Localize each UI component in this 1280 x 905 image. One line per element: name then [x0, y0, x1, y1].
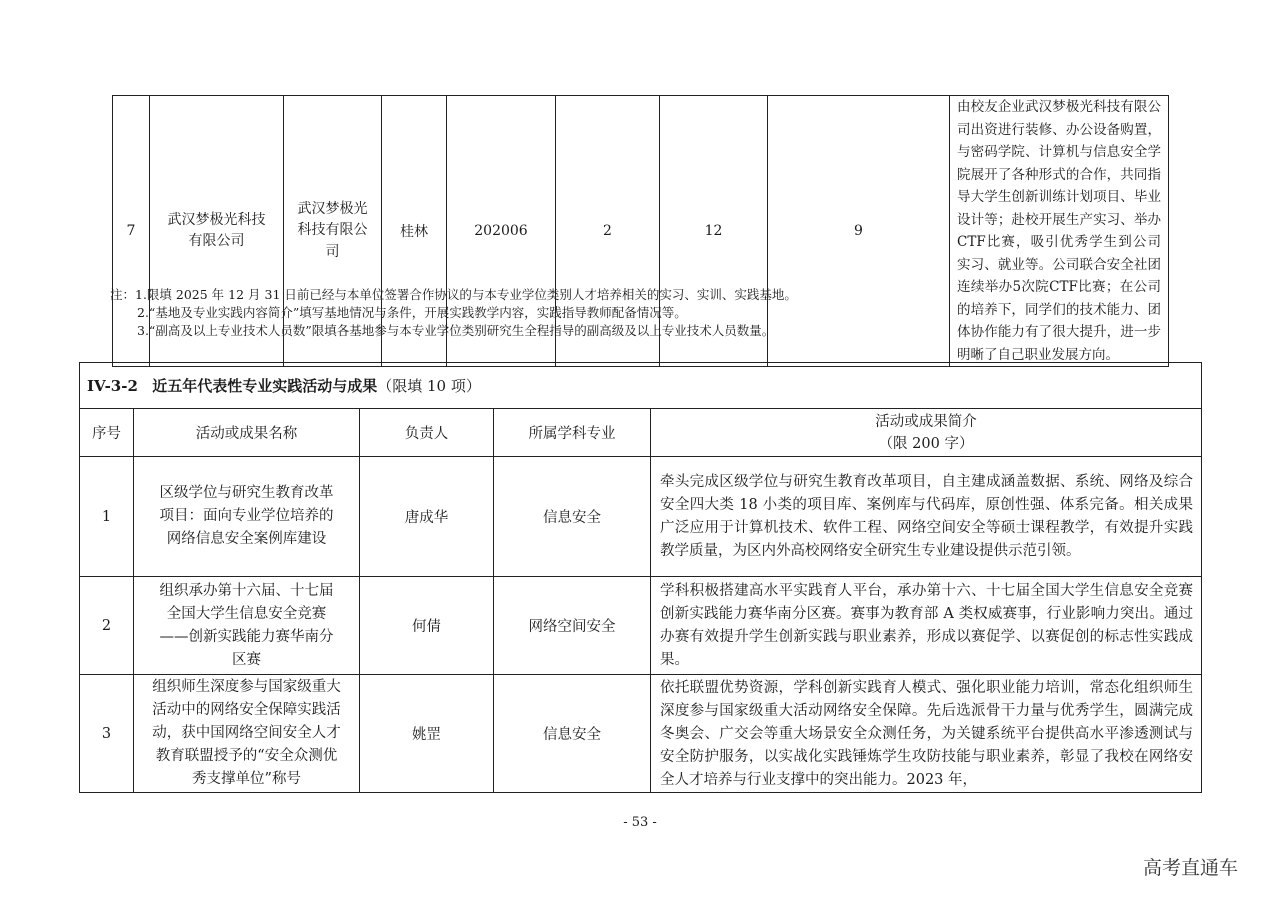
activity-leader: 何倩	[360, 577, 494, 675]
count-3: 9	[768, 96, 950, 367]
base-description: 由校友企业武汉梦极光科技有限公司出资进行装修、办公设备购置，与密码学院、计算机与信息安全学院展开了各种形式的合作，共同指导大学生创新训练计划项目、毕业设计等；赴校开展生产实习、举办CTF比赛，吸引优秀学生到公司实习、就业等。公司联合安全社团连续举办5次院CTF比赛；在公司的培养下，同学们的技术能力、团体协作能力有了很大提升，进一步明晰了自己职业发展方向。	[950, 96, 1169, 367]
note-3: 3.“副高及以上专业技术人员数”限填各基地参与本专业学位类别研究生全程指导的副高级及以上专业技术人员数量。	[137, 323, 775, 338]
partner-name: 武汉梦极光科技有限公司	[284, 96, 382, 367]
count-1: 2	[556, 96, 660, 367]
row-number: 7	[113, 96, 150, 367]
section-limit: （限填 10 项）	[377, 377, 481, 395]
activity-intro: 牵头完成区级学位与研究生教育改革项目，自主建成涵盖数据、系统、网络及综合安全四大类 18 小类的项目库、案例库与代码库，原创性强、体系完备。相关成果广泛应用于计算机技术、软件工程、网络空间安全等硕士课程教学，有效提升实践教学质量，为区内外高校网络安全研究生专业建设提供示范引领。	[651, 457, 1202, 577]
table-row	[80, 577, 1202, 675]
section-caption	[80, 363, 1202, 409]
activity-major: 网络空间安全	[494, 577, 651, 675]
activity-major: 信息安全	[494, 457, 651, 577]
table-row	[80, 675, 1202, 793]
watermark: 高考直通车	[1143, 857, 1239, 879]
row-number: 3	[80, 675, 134, 793]
header-intro-title: 活动或成果简介	[875, 413, 977, 430]
activity-name: 组织承办第十六届、十七届全国大学生信息安全竞赛——创新实践能力赛华南分区赛	[134, 577, 360, 675]
header-name: 活动或成果名称	[134, 409, 360, 457]
header-major: 所属学科专业	[494, 409, 651, 457]
base-name: 武汉梦极光科技有限公司	[150, 96, 284, 367]
activity-leader: 唐成华	[360, 457, 494, 577]
note-1: 注：1.限填 2025 年 12 月 31 日前已经与本单位签署合作协议的与本专业学位类别人才培养相关的实习、实训、实践基地。	[110, 287, 797, 302]
practice-activities-table	[79, 362, 1202, 793]
row-number: 1	[80, 457, 134, 577]
table-notes	[110, 286, 797, 340]
activity-major: 信息安全	[494, 675, 651, 793]
activity-name: 组织师生深度参与国家级重大活动中的网络安全保障实践活动，获中国网络空间安全人才教育联盟授予的“安全众测优秀支撑单位”称号	[134, 675, 360, 793]
header-intro	[651, 409, 1202, 457]
activity-intro-text: 依托联盟优势资源，学科创新实践育人模式、强化职业能力培训，常态化组织师生深度参与国家级重大活动网络安全保障。先后选派骨干力量与优秀学生，圆满完成冬奥会、广交会等重大场景安全众测任务，为关键系统平台提供高水平渗透测试与安全防护服务，以实战化实践锤炼学生攻防技能与职业素养，彰显了我校在网络安全人才培养与行业支撑中的突出能力。2023 年，	[660, 680, 1194, 788]
header-leader: 负责人	[360, 409, 494, 457]
header-intro-limit: （限 200 字）	[878, 435, 974, 452]
section-code: IV-3-2	[87, 377, 138, 395]
activity-leader: 姚罡	[360, 675, 494, 793]
established-date: 202006	[447, 96, 556, 367]
page-number: - 53 -	[623, 815, 657, 830]
location: 桂林	[382, 96, 447, 367]
activity-intro: 学科积极搭建高水平实践育人平台，承办第十六、十七届全国大学生信息安全竞赛创新实践能力赛华南分区赛。赛事为教育部 A 类权威赛事，行业影响力突出。通过办赛有效提升学生创新实践与职业素养，形成以赛促学、以赛促创的标志性实践成果。	[651, 577, 1202, 675]
activity-intro	[651, 675, 1202, 793]
table-row	[80, 457, 1202, 577]
row-number: 2	[80, 577, 134, 675]
count-2: 12	[660, 96, 768, 367]
header-no: 序号	[80, 409, 134, 457]
section-caption-row	[80, 363, 1202, 409]
section-title: 近五年代表性专业实践活动与成果	[152, 377, 378, 395]
header-row	[80, 409, 1202, 457]
note-2: 2.“基地及专业实践内容简介”填写基地情况与条件，开展实践教学内容，实践指导教师配备情况等。	[137, 305, 687, 320]
activity-name: 区级学位与研究生教育改革项目：面向专业学位培养的网络信息安全案例库建设	[134, 457, 360, 577]
